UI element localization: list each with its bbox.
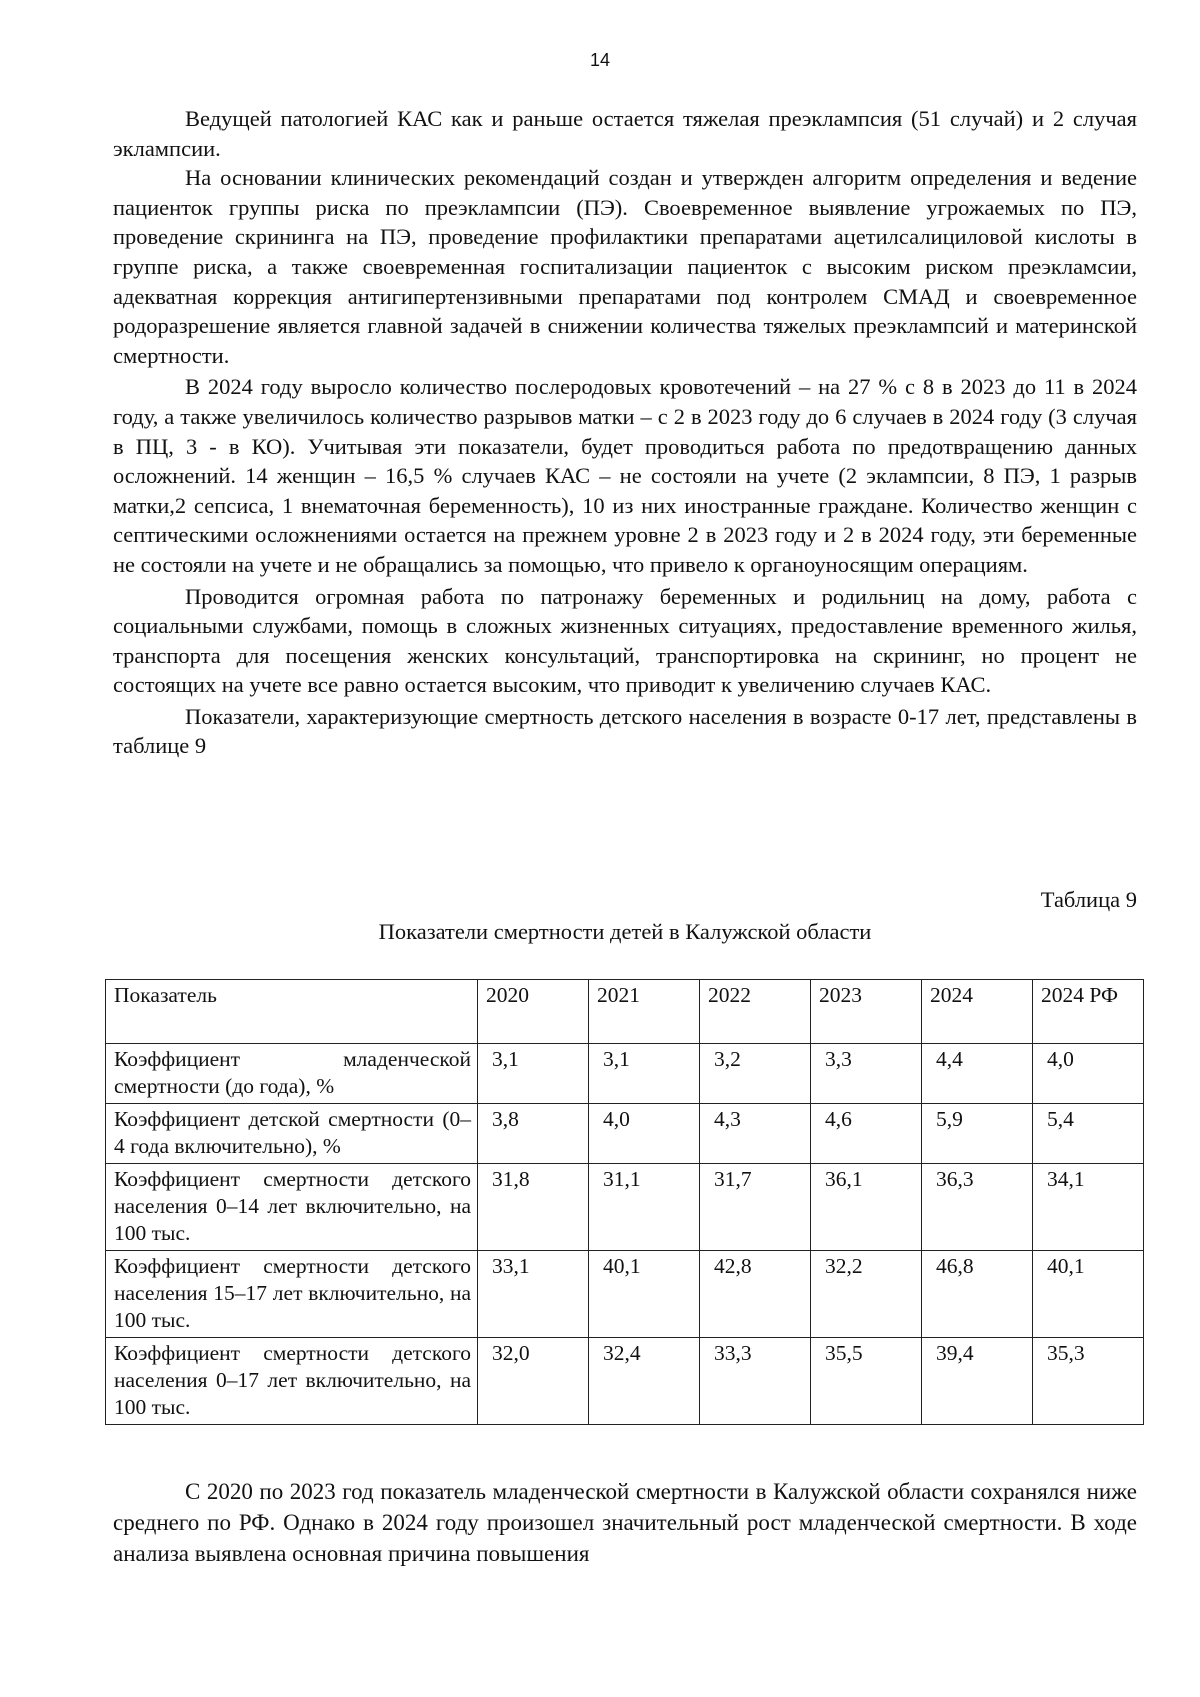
value-cell: 31,1 xyxy=(589,1164,700,1251)
value-cell: 32,2 xyxy=(811,1251,922,1338)
value-cell: 3,3 xyxy=(811,1044,922,1104)
page-number: 14 xyxy=(589,50,611,70)
value-cell: 36,1 xyxy=(811,1164,922,1251)
header-cell: 2020 xyxy=(478,980,589,1044)
value-cell: 3,2 xyxy=(700,1044,811,1104)
paragraph: Ведущей патологией КАС как и раньше остается тяжелая преэклампсия (51 случай) и 2 случая эклампсии. xyxy=(113,106,1137,161)
table-label: Таблица 9 xyxy=(1040,887,1137,912)
indicator-cell: Коэффициент смертности детского населения 0–14 лет включительно, на 100 тыс. xyxy=(106,1164,478,1251)
value-cell: 4,4 xyxy=(922,1044,1033,1104)
header-cell: 2021 xyxy=(589,980,700,1044)
header-cell: 2024 xyxy=(922,980,1033,1044)
paragraph: Показатели, характеризующие смертность детского населения в возрасте 0-17 лет, представлены в таблице 9 xyxy=(113,703,1137,759)
header-cell: Показатель xyxy=(106,980,478,1044)
header-cell: 2024 РФ xyxy=(1033,980,1144,1044)
indicator-cell: Коэффициент смертности детского населения 15–17 лет включительно, на 100 тыс. xyxy=(106,1251,478,1338)
body-text xyxy=(113,104,1137,761)
header-cell: 2023 xyxy=(811,980,922,1044)
value-cell: 5,9 xyxy=(922,1104,1033,1164)
value-cell: 4,0 xyxy=(589,1104,700,1164)
table-title: Показатели смертности детей в Калужской области xyxy=(378,919,872,944)
header-cell: 2022 xyxy=(700,980,811,1044)
paragraph: В 2024 году выросло количество послеродовых кровотечений – на 27 % с 8 в 2023 до 11 в 2024 году, а также увеличилось количество разрывов матки – с 2 в 2023 году до 6 случаев в 2024 году (3 случая в ПЦ, 3 - в КО). Учитывая эти показатели, будет проводиться работа по предотвращению данных осложнений. 14 женщин – 16,5 % случаев КАС – не состояли на учете (2 эклампсии, 8 ПЭ, 1 разрыв матки,2 сепсиса, 1 внематочная беременность), 10 из них иностранные граждане. Количество женщин с септическими осложнениями остается на прежнем уровне 2 в 2023 году и 2 в 2024 году, эти беременные не состояли на учете и не обращались за помощью, что привело к органоуносящим операциям. xyxy=(113,374,1137,577)
table-row xyxy=(106,1338,1144,1425)
indicator-cell: Коэффициент детской смертности (0–4 года включительно), % xyxy=(106,1104,478,1164)
closing-text xyxy=(113,1476,1137,1569)
value-cell: 32,4 xyxy=(589,1338,700,1425)
table-row xyxy=(106,1104,1144,1164)
value-cell: 40,1 xyxy=(589,1251,700,1338)
value-cell: 31,8 xyxy=(478,1164,589,1251)
paragraph: Проводится огромная работа по патронажу беременных и родильниц на дому, работа с социальными службами, помощь в сложных жизненных ситуациях, предоставление временного жилья, транспорта для посещения женских консультаций, транспортировка на скрининг, но процент не состоящих на учете все равно остается высоким, что приводит к увеличению случаев КАС. xyxy=(113,583,1137,698)
value-cell: 4,0 xyxy=(1033,1044,1144,1104)
indicator-cell: Коэффициент младенческой смертности (до года), % xyxy=(106,1044,478,1104)
value-cell: 3,1 xyxy=(478,1044,589,1104)
value-cell: 5,4 xyxy=(1033,1104,1144,1164)
value-cell: 32,0 xyxy=(478,1338,589,1425)
value-cell: 42,8 xyxy=(700,1251,811,1338)
value-cell: 33,1 xyxy=(478,1251,589,1338)
value-cell: 36,3 xyxy=(922,1164,1033,1251)
value-cell: 34,1 xyxy=(1033,1164,1144,1251)
value-cell: 3,8 xyxy=(478,1104,589,1164)
value-cell: 46,8 xyxy=(922,1251,1033,1338)
table-row xyxy=(106,1044,1144,1104)
paragraph: С 2020 по 2023 год показатель младенческой смертности в Калужской области сохранялся ниже среднего по РФ. Однако в 2024 году произошел значительный рост младенческой смертности. В ходе анализа выявлена основная причина повышения xyxy=(113,1479,1137,1566)
table-row xyxy=(106,1251,1144,1338)
table-row xyxy=(106,1164,1144,1251)
value-cell: 4,6 xyxy=(811,1104,922,1164)
value-cell: 35,3 xyxy=(1033,1338,1144,1425)
table-header-row xyxy=(106,980,1144,1044)
value-cell: 31,7 xyxy=(700,1164,811,1251)
mortality-table xyxy=(105,979,1144,1425)
value-cell: 3,1 xyxy=(589,1044,700,1104)
value-cell: 4,3 xyxy=(700,1104,811,1164)
value-cell: 33,3 xyxy=(700,1338,811,1425)
value-cell: 40,1 xyxy=(1033,1251,1144,1338)
paragraph: На основании клинических рекомендаций создан и утвержден алгоритм определения и ведение пациенток группы риска по преэклампсии (ПЭ). Своевременное выявление угрожаемых по ПЭ, проведение скрининга на ПЭ, проведение профилактики препаратами ацетилсалициловой кислоты в группе риска, а также своевременная госпитализации пациенток с высоким риском преэкламсии, адекватная коррекция антигипертензивными препаратами под контролем СМАД и своевременное родоразрешение является главной задачей в снижении количества тяжелых преэклампсий и материнской смертности. xyxy=(113,165,1137,368)
value-cell: 35,5 xyxy=(811,1338,922,1425)
indicator-cell: Коэффициент смертности детского населения 0–17 лет включительно, на 100 тыс. xyxy=(106,1338,478,1425)
value-cell: 39,4 xyxy=(922,1338,1033,1425)
